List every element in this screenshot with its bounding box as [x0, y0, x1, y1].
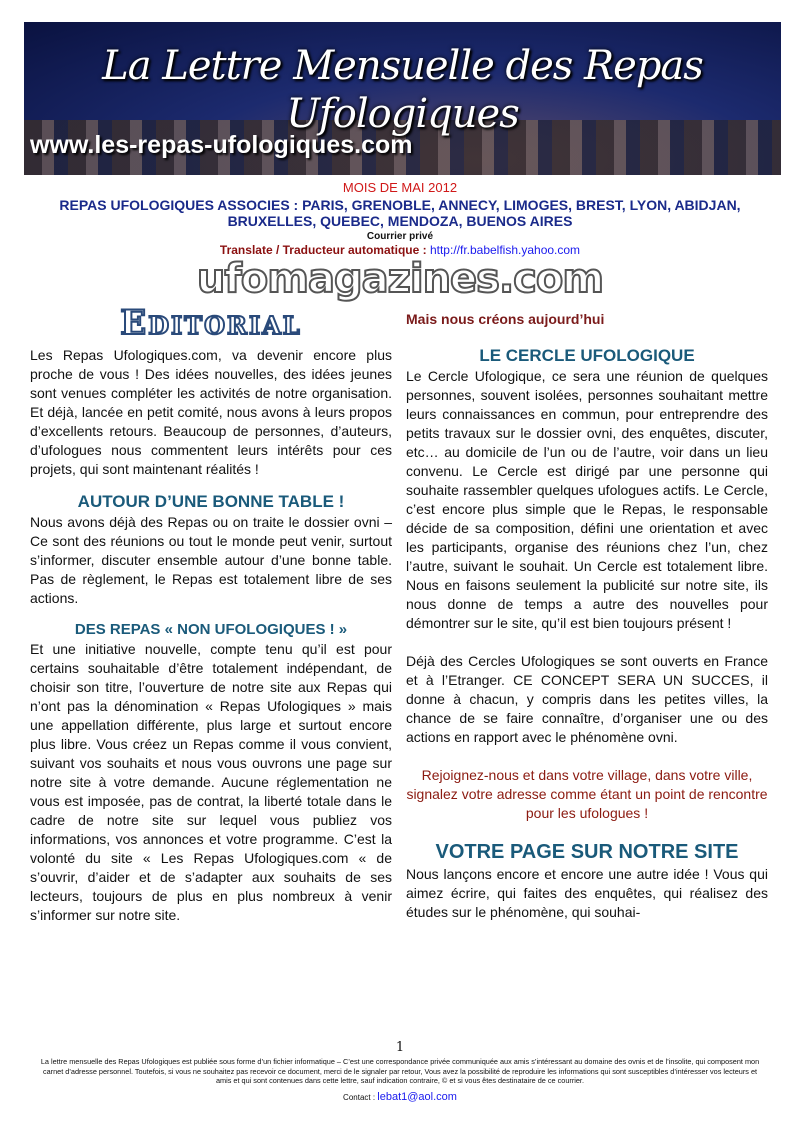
private-mail-label: Courrier privé: [366, 231, 434, 242]
callout-text: Rejoignez-nous et dans votre village, dans votre ville, signalez votre adresse comme étant un point de rencontre pour les ufologues !: [406, 767, 768, 821]
associates-list: REPAS UFOLOGIQUES ASSOCIES : PARIS, GRENOBLE, ANNECY, LIMOGES, BREST, LYON, ABIDJAN, BRUXELLES, QUEBEC, MENDOZA, BUENOS AIRES: [59, 197, 741, 229]
left-column: [30, 302, 392, 925]
intro-line: Mais nous créons aujourd’hui: [406, 311, 605, 327]
section-heading: AUTOUR D’UNE BONNE TABLE !: [77, 492, 345, 511]
section-paragraph: Nous avons déjà des Repas ou on traite le dossier ovni – Ce sont des réunions ou tout le monde peut venir, surtout s’informer, discuter ensemble autour d’une bonne table. Pas de règlement, le Repas est totalement libre de ses actions.: [30, 514, 392, 606]
translate-line: [0, 243, 800, 257]
section-paragraph: Et une initiative nouvelle, compte tenu qu’il est pour certains souhaitable d’être totalement indépendant, de choisir son titre, l’ouverture de notre site aux Repas qui n’ont pas la dénomination « Repas Ufologiques » mais une appellation différente, plus large et surtout encore plus libre. Vous créez un Repas comme il vous convient, suivant vos souhaits et nous vous ouvrons une page sur notre site à votre demande. Aucune réglementation ne vous est imposée, pas de contrat, la liberté totale dans le cadre de notre site sur lequel vous publiez vos informations, vos annonces et votre programme. C’est la volonté du site « Les Repas Ufologiques.com « de s’ouvrir, d’aider et de s’adapter aux souhaits de ses lecteurs, toujours de plus en plus nombreux à venir s’informer sur notre site.: [30, 641, 392, 923]
contact-email-link[interactable]: lebat1@aol.com: [377, 1091, 457, 1103]
section-paragraph: Nous lançons encore et encore une autre idée ! Vous qui aimez écrire, qui faites des enquêtes, qui réalisez des études sur le phénomène, qui souhai-: [406, 866, 768, 920]
section-heading: DES REPAS « NON UFOLOGIQUES ! »: [74, 621, 348, 638]
contact-label: Contact :: [343, 1093, 378, 1102]
issue-month: MOIS DE MAI 2012: [342, 180, 458, 195]
footer-notice: La lettre mensuelle des Repas Ufologiques est publiée sous forme d’un fichier informatique – C’est une correspondance privée communiquée aux amis s’intéressant au domaine des ovnis et de l’insolite, qui composent mon carnet d’adresse personnel. Toutefois, si vous ne souhaitez pas recevoir ce document, merci de le signaler par retour, Vous avez la possibilité de reproduire les informations qui sont susceptibles d’intéresser vos lecteurs et amis et qui sont contenues dans cette lettre, sauf indication contraire, © et si vous êtes destinataire de ce courrier.: [40, 1057, 760, 1085]
section-heading: LE CERCLE UFOLOGIQUE: [479, 346, 695, 365]
translate-label: Translate / Traducteur automatique :: [219, 243, 430, 257]
watermark: ufomagazines.com: [196, 256, 604, 302]
editorial-paragraph: Les Repas Ufologiques.com, va devenir encore plus proche de vous ! Des idées nouvelles, des idées jeunes sont venues compléter les activités de notre organisation. Et déjà, lancée en petit comité, nous avons à leurs propos d’excellents retours. Beaucoup de personnes, d’auteurs, d’ufologues nous commentent leurs intérêts pour ces projets, qui sont maintenant réalités !: [30, 347, 392, 477]
editorial-heading: Editorial: [120, 303, 302, 343]
page-number: 1: [395, 1040, 405, 1055]
translate-link[interactable]: http://fr.babelfish.yahoo.com: [429, 243, 581, 257]
section-heading: VOTRE PAGE SUR NOTRE SITE: [435, 841, 739, 863]
masthead-banner: [24, 22, 781, 175]
masthead-title: La Lettre Mensuelle des Repas Ufologiques: [102, 43, 703, 137]
section-paragraph: Déjà des Cercles Ufologiques se sont ouverts en France et à l’Etranger. CE CONCEPT SERA UN SUCCES, il donne à chacun, y compris dans les petites villes, la chance de se faire connaître, d’organiser une ou des actions en rapport avec le phénomène ovni.: [406, 653, 768, 745]
masthead-url: www.les-repas-ufologiques.com: [30, 131, 413, 159]
section-paragraph: Le Cercle Ufologique, ce sera une réunion de quelques personnes, souvent isolées, personnes souhaitant mettre leurs connaissances en commun, pour entreprendre des petits travaux sur le dossier ovni, des enquêtes, discuter, etc… au domicile de l’un ou de l’autre, voir dans un lieu convenu. Le Cercle est dirigé par une personne qui souhaite rassembler quelques ufologues actifs. Le Cercle, c’est encore plus simple que le Repas, le responsable décide de sa composition, défini une orientation et avec les participants, organise des réunions chez l’un, chez l’autre, suivant le souhait. Un Cercle est totalement libre. Nous en faisons seulement la publicité sur notre site, ils nous donne de temps a autre des nouvelles pour démontrer sur le site, qu’il est bien toujours présent !: [406, 368, 768, 631]
contact-line: [0, 1090, 800, 1105]
right-column: [406, 302, 768, 922]
